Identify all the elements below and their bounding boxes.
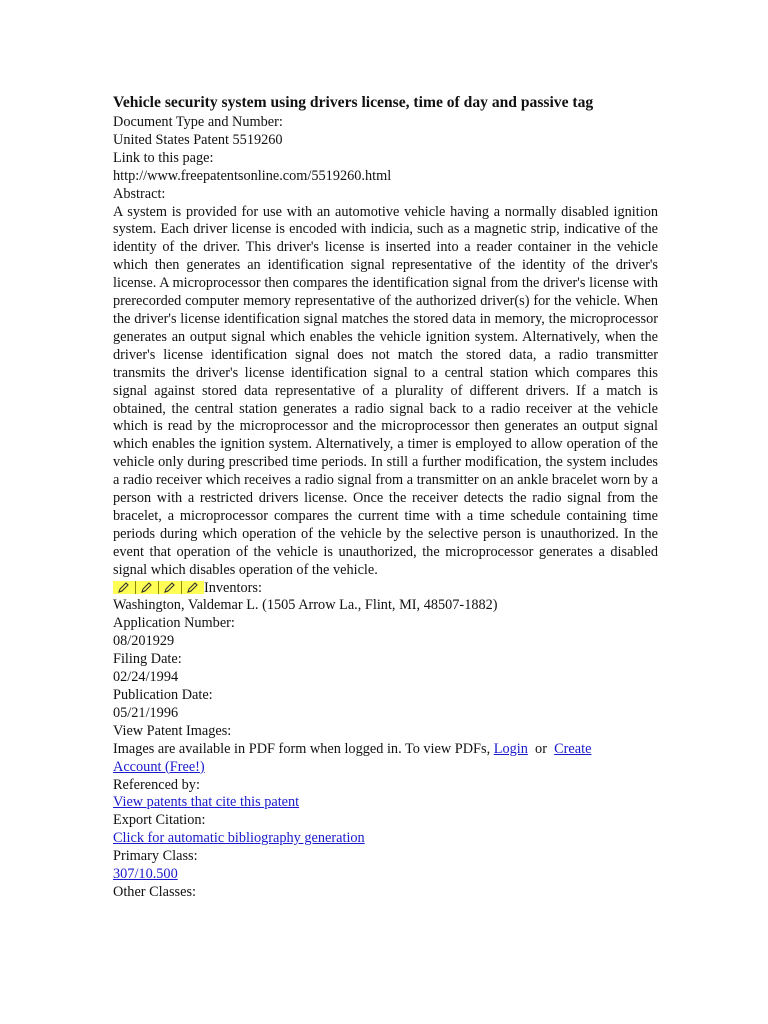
primary-class-link[interactable]: 307/10.500	[113, 866, 178, 883]
export-row	[113, 830, 658, 848]
link-label: Link to this page:	[113, 149, 214, 166]
other-classes-label: Other Classes:	[113, 883, 196, 900]
filing-date-label: Filing Date:	[113, 651, 182, 668]
primary-class-label: Primary Class:	[113, 848, 198, 865]
abstract-text: A system is provided for use with an automotive vehicle having a normally disabled ignition system. Each driver license is encoded with indicia, such as a magnetic strip, indicative of the identity of the driver. This driver's license is inserted into a reader container in the vehicle which then generates an identification signal representative of the identity of the driver's license. A microprocessor then compares the identification signal from the driver's license with prerecorded computer memory representative of the authorized driver(s) for the vehicle. When the driver's license identification signal matches the stored data in memory, the microprocessor generates an output signal which enables the vehicle ignition system. Alternatively, when the driver's license identification signal does not match the stored data, a radio transmitter transmits the driver's license identification signal to a central station which compares this signal against stored data representative of a plurality of different drivers. If a match is obtained, the central station generates a radio signal back to a radio receiver at the vehicle which is read by the microprocessor and the microprocessor then generates an output signal which enables the ignition system. Alternatively, a timer is employed to allow operation of the vehicle only during prescribed time periods. In still a further modification, the system includes a radio receiver which receives a radio signal from a transmitter on an ankle bracelet worn by a person with a restricted drivers license. Once the receiver detects the radio signal from the bracelet, a microprocessor compares the current time with a time schedule containing time periods during which operation of the vehicle by the selective person is unauthorized. In the event that operation of the vehicle is unauthorized, the microprocessor generates a disabled signal which disables operation of the vehicle.	[113, 203, 658, 578]
patent-document	[113, 93, 658, 902]
images-row	[113, 741, 658, 759]
app-number-label: Application Number:	[113, 615, 235, 632]
doc-type-label: Document Type and Number:	[113, 114, 283, 130]
inventors-label: Inventors:	[204, 579, 262, 596]
create-account-row	[113, 759, 658, 777]
primary-class-row	[113, 866, 658, 884]
pencil-icon[interactable]	[158, 581, 181, 594]
pub-date-value: 05/21/1996	[113, 704, 179, 721]
view-images-label: View Patent Images:	[113, 722, 232, 739]
pencil-icon[interactable]	[135, 581, 158, 594]
pencil-icon[interactable]	[181, 581, 204, 594]
login-link[interactable]: Login	[493, 740, 528, 757]
page-title: Vehicle security system using drivers license, time of day and passive tag	[113, 94, 594, 111]
create-account-link[interactable]: Create	[554, 740, 592, 757]
toolbar-icons	[113, 581, 204, 594]
or-text: or	[535, 740, 547, 757]
images-text: Images are available in PDF form when logged in. To view PDFs,	[113, 740, 491, 757]
pencil-icon[interactable]	[113, 581, 135, 594]
app-number-value: 08/201929	[113, 633, 175, 650]
filing-date-value: 02/24/1994	[113, 669, 179, 686]
bibliography-link[interactable]: Click for automatic bibliography generation	[113, 830, 365, 847]
abstract-label: Abstract:	[113, 185, 166, 202]
link-value: http://www.freepatentsonline.com/5519260.html	[113, 167, 392, 184]
pub-date-label: Publication Date:	[113, 687, 213, 703]
view-citing-patents-link[interactable]: View patents that cite this patent	[113, 794, 300, 811]
doc-type-value: United States Patent 5519260	[113, 131, 283, 148]
referenced-label: Referenced by:	[113, 776, 200, 793]
create-account-link-continued[interactable]: Account (Free!)	[113, 758, 205, 775]
export-label: Export Citation:	[113, 812, 206, 829]
inventors-row	[113, 580, 658, 598]
inventors-value: Washington, Valdemar L. (1505 Arrow La., Flint, MI, 48507-1882)	[113, 597, 498, 614]
referenced-row	[113, 794, 658, 812]
